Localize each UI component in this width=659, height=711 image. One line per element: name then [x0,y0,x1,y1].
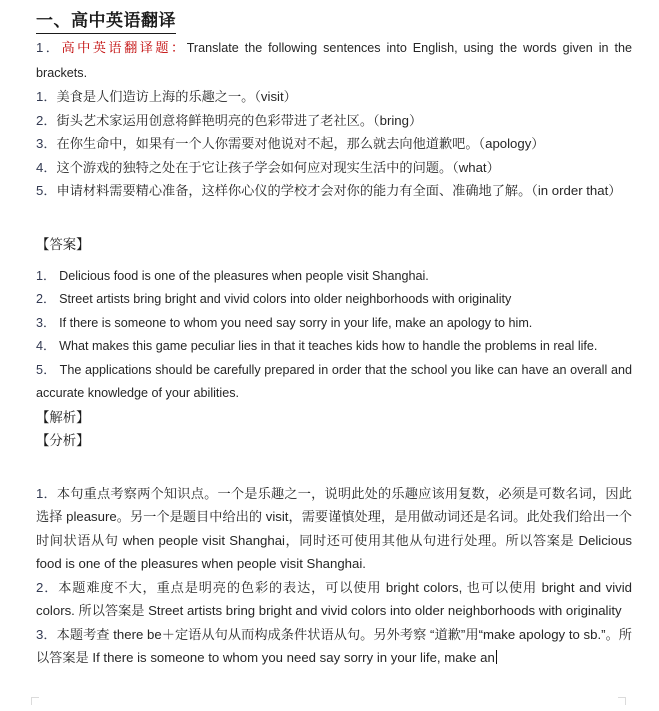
question-item [36,132,632,156]
answer-text: Street artists bring bright and vivid colors into older neighborhoods with originality [59,292,512,306]
answer-text: What makes this game peculiar lies in that it teaches kids how to handle the problems in real life. [59,339,598,353]
prompt-red-label: 高中英语翻译题： [61,40,187,55]
analysis-heading: 【分析】 [36,432,90,448]
prompt-paragraph [36,36,632,85]
analysis-item [36,623,632,670]
page-margin-mark-left [31,697,39,705]
question-item [36,179,632,203]
question-number: 5． [36,183,57,198]
answer-text: If there is someone to whom you need say sorry in your life, make an apology to him. [59,315,533,330]
analysis-item [36,482,632,576]
analysis-number: 3． [36,626,57,642]
answer-item [36,335,632,359]
answer-item [36,265,632,289]
answer-item [36,359,632,406]
question-text: 在你生命中，如果有一个人你需要对他说对不起，那么就去向他道歉吧。（apology） [56,136,545,151]
question-item [36,85,632,109]
question-item [36,109,632,133]
answer-spacer [36,256,632,265]
answer-text: Delicious food is one of the pleasures when people visit Shanghai. [59,268,429,283]
question-item [36,156,632,180]
answer-heading: 【答案】 [36,236,90,252]
analysis-number: 1． [36,485,57,501]
prompt-number: 1． [36,40,62,55]
answer-item [36,288,632,312]
answer-item [36,312,632,336]
analysis-text: 本句重点考察两个知识点。一个是乐趣之一，说明此处的乐趣应该用复数，必须是可数名词，因此选择 pleasure。另一个是题目中给出的 visit，需要谨慎处理，是用做动词还是名词。此处我们给出一个时间状语从句 when people visit Shanghai，同时还可使用其他从句进行处理。所以答案是 Delicious food is one of the pleasures when people visit Shanghai. [36,485,632,571]
analysis-text: 本题考查 there be＋定语从句从而构成条件状语从句。另外考察 “道歉”用“make apology to sb.”。所以答案是 If there is someone to whom you need say sorry in your life, make an [36,626,632,665]
question-text: 这个游戏的独特之处在于它让孩子学会如何应对现实生活中的问题。（what） [56,159,500,175]
page-margin-mark-right [618,697,626,705]
answer-number: 4． [36,339,56,353]
question-text: 街头艺术家运用创意将鲜艳明亮的色彩带进了老社区。（bring） [56,112,423,128]
answer-number: 5． [36,362,56,377]
analysis-number: 2． [36,579,59,595]
text-cursor [496,650,497,664]
analysis-spacer [36,452,632,482]
answer-number: 1． [36,268,56,283]
page-title: 一、高中英语翻译 [36,9,176,34]
analysis-text: 本题难度不大，重点是明亮的色彩的表达，可以使用 bright colors, 也可以使用 bright and vivid colors. 所以答案是 Street artists bring bright and vivid colors into older neighborhoods with originality [36,579,632,618]
answer-number: 3． [36,315,56,330]
answer-number: 2． [36,292,56,306]
question-number: 2． [36,112,57,128]
question-text: 申请材料需要精心准备，这样你心仪的学校才会对你的能力有全面、准确地了解。（in order that） [56,183,622,198]
question-text: 美食是人们造访上海的乐趣之一。（visit） [56,89,297,104]
question-number: 4． [36,159,57,175]
explanation-heading: 【解析】 [36,409,90,425]
question-number: 3． [36,136,57,151]
section-spacer [36,203,632,233]
question-number: 1． [36,89,57,104]
answer-text: The applications should be carefully prepared in order that the school you like can have an overall and accurate knowledge of your abilities. [36,362,632,400]
page-title-row [36,6,632,36]
analysis-item [36,576,632,623]
prompt-instruction: Translate the following sentences into English, using the words given in the brackets. [36,41,633,80]
